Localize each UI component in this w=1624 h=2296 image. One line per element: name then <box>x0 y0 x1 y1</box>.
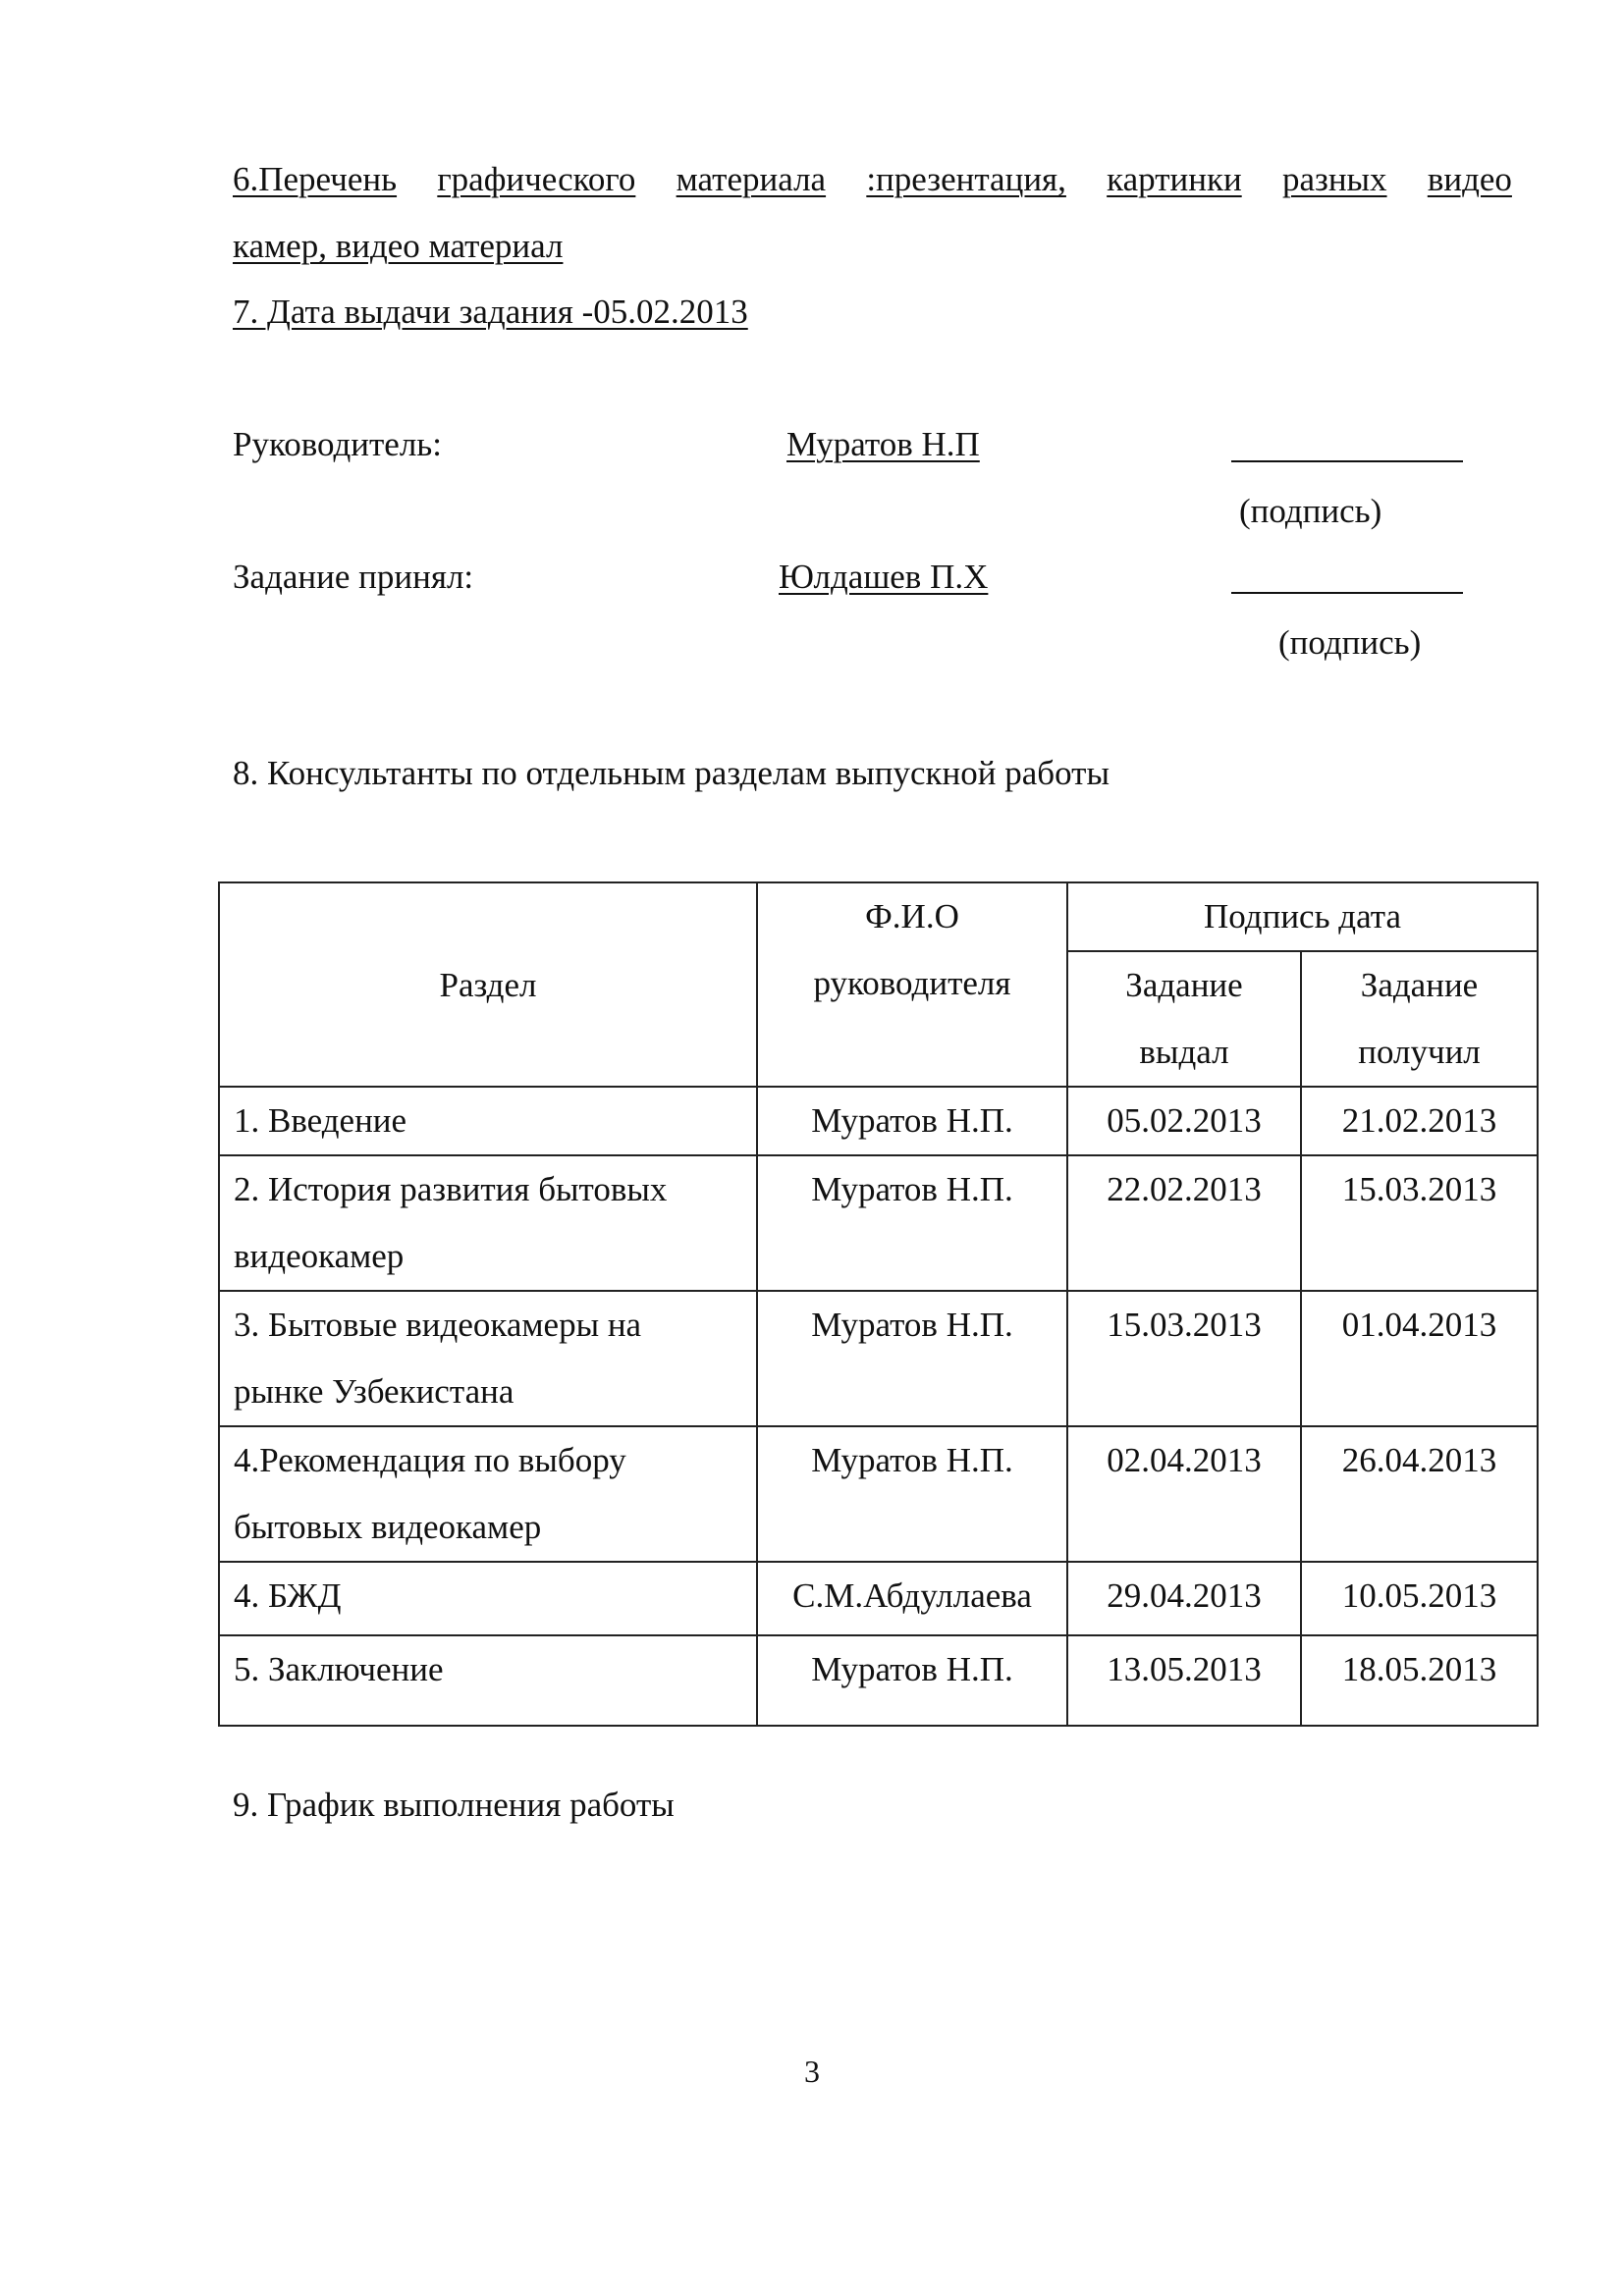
header-received-line1: Задание <box>1360 966 1479 1004</box>
item6-word: графического <box>437 160 636 198</box>
row-issued-date: 02.04.2013 <box>1067 1426 1301 1562</box>
consultants-table <box>218 881 1539 1727</box>
supervisor-label: Руководитель: <box>233 425 442 463</box>
row-section <box>219 1562 757 1635</box>
row-fio: С.М.Абдуллаева <box>757 1562 1067 1635</box>
item6-word: 6.Перечень <box>233 160 398 198</box>
row-issued-date: 13.05.2013 <box>1067 1635 1301 1726</box>
header-section: Раздел <box>219 882 757 1087</box>
table-row <box>219 1291 1538 1426</box>
page-number: 3 <box>804 2054 820 2089</box>
accepted-name: Юлдашев П.Х <box>779 558 989 596</box>
row-section-text: 5. Заключение <box>234 1650 444 1688</box>
row-fio: Муратов Н.П. <box>757 1635 1067 1726</box>
row-section-text: 4. БЖД <box>234 1576 342 1615</box>
row-section <box>219 1155 757 1291</box>
header-fio-line1: Ф.И.О <box>865 897 959 935</box>
header-issued-line1: Задание <box>1125 966 1243 1004</box>
item6-word: видео <box>1427 160 1512 198</box>
header-fio-line2: руководителя <box>813 964 1011 1002</box>
row-issued-date: 15.03.2013 <box>1067 1291 1301 1426</box>
row-received-date: 01.04.2013 <box>1301 1291 1538 1426</box>
row-section <box>219 1087 757 1155</box>
row-section-text: 3. Бытовые видеокамеры на <box>234 1306 642 1344</box>
header-received <box>1301 951 1538 1087</box>
supervisor-signature-line <box>1231 460 1463 462</box>
item6-word: разных <box>1281 160 1387 198</box>
header-fio <box>757 882 1067 1087</box>
header-issued <box>1067 951 1301 1087</box>
row-received-date: 15.03.2013 <box>1301 1155 1538 1291</box>
row-section-text: бытовых видеокамер <box>234 1508 542 1546</box>
item9-heading: 9. График выполнения работы <box>233 1786 675 1824</box>
item8-heading: 8. Консультанты по отдельным разделам выпускной работы <box>233 754 1110 792</box>
item6-word: материала <box>676 160 827 198</box>
table-row <box>219 1155 1538 1291</box>
item6-line1 <box>233 162 1512 196</box>
row-received-date: 18.05.2013 <box>1301 1635 1538 1726</box>
signature-caption: (подпись) <box>1239 492 1382 530</box>
row-fio: Муратов Н.П. <box>757 1087 1067 1155</box>
table-row <box>219 1426 1538 1562</box>
row-received-date: 21.02.2013 <box>1301 1087 1538 1155</box>
row-section-text: 4.Рекомендация по выбору <box>234 1441 626 1479</box>
row-section <box>219 1291 757 1426</box>
item6-word: :презентация, <box>866 160 1066 198</box>
accepted-label: Задание принял: <box>233 558 474 596</box>
table-row <box>219 1635 1538 1726</box>
row-fio: Муратов Н.П. <box>757 1291 1067 1426</box>
row-section-text: 1. Введение <box>234 1101 407 1140</box>
table-row <box>219 1087 1538 1155</box>
signature-caption: (подпись) <box>1278 623 1422 662</box>
table-header-row <box>219 882 1538 951</box>
accepted-signature-line <box>1231 592 1463 594</box>
row-issued-date: 29.04.2013 <box>1067 1562 1301 1635</box>
supervisor-name: Муратов Н.П <box>786 425 980 463</box>
header-received-line2: получил <box>1358 1033 1481 1071</box>
row-issued-date: 05.02.2013 <box>1067 1087 1301 1155</box>
header-issued-line2: выдал <box>1139 1033 1229 1071</box>
item6-line2: камер, видео материал <box>233 227 564 265</box>
row-issued-date: 22.02.2013 <box>1067 1155 1301 1291</box>
row-received-date: 26.04.2013 <box>1301 1426 1538 1562</box>
row-section-text: рынке Узбекистана <box>234 1372 514 1411</box>
item6-word: картинки <box>1107 160 1242 198</box>
item7-issue-date: 7. Дата выдачи задания -05.02.2013 <box>233 293 748 331</box>
row-received-date: 10.05.2013 <box>1301 1562 1538 1635</box>
row-section <box>219 1635 757 1726</box>
row-section-text: 2. История развития бытовых <box>234 1170 668 1208</box>
row-section <box>219 1426 757 1562</box>
row-fio: Муратов Н.П. <box>757 1155 1067 1291</box>
header-signature-date: Подпись дата <box>1067 882 1538 951</box>
table-row <box>219 1562 1538 1635</box>
row-fio: Муратов Н.П. <box>757 1426 1067 1562</box>
row-section-text: видеокамер <box>234 1237 405 1275</box>
